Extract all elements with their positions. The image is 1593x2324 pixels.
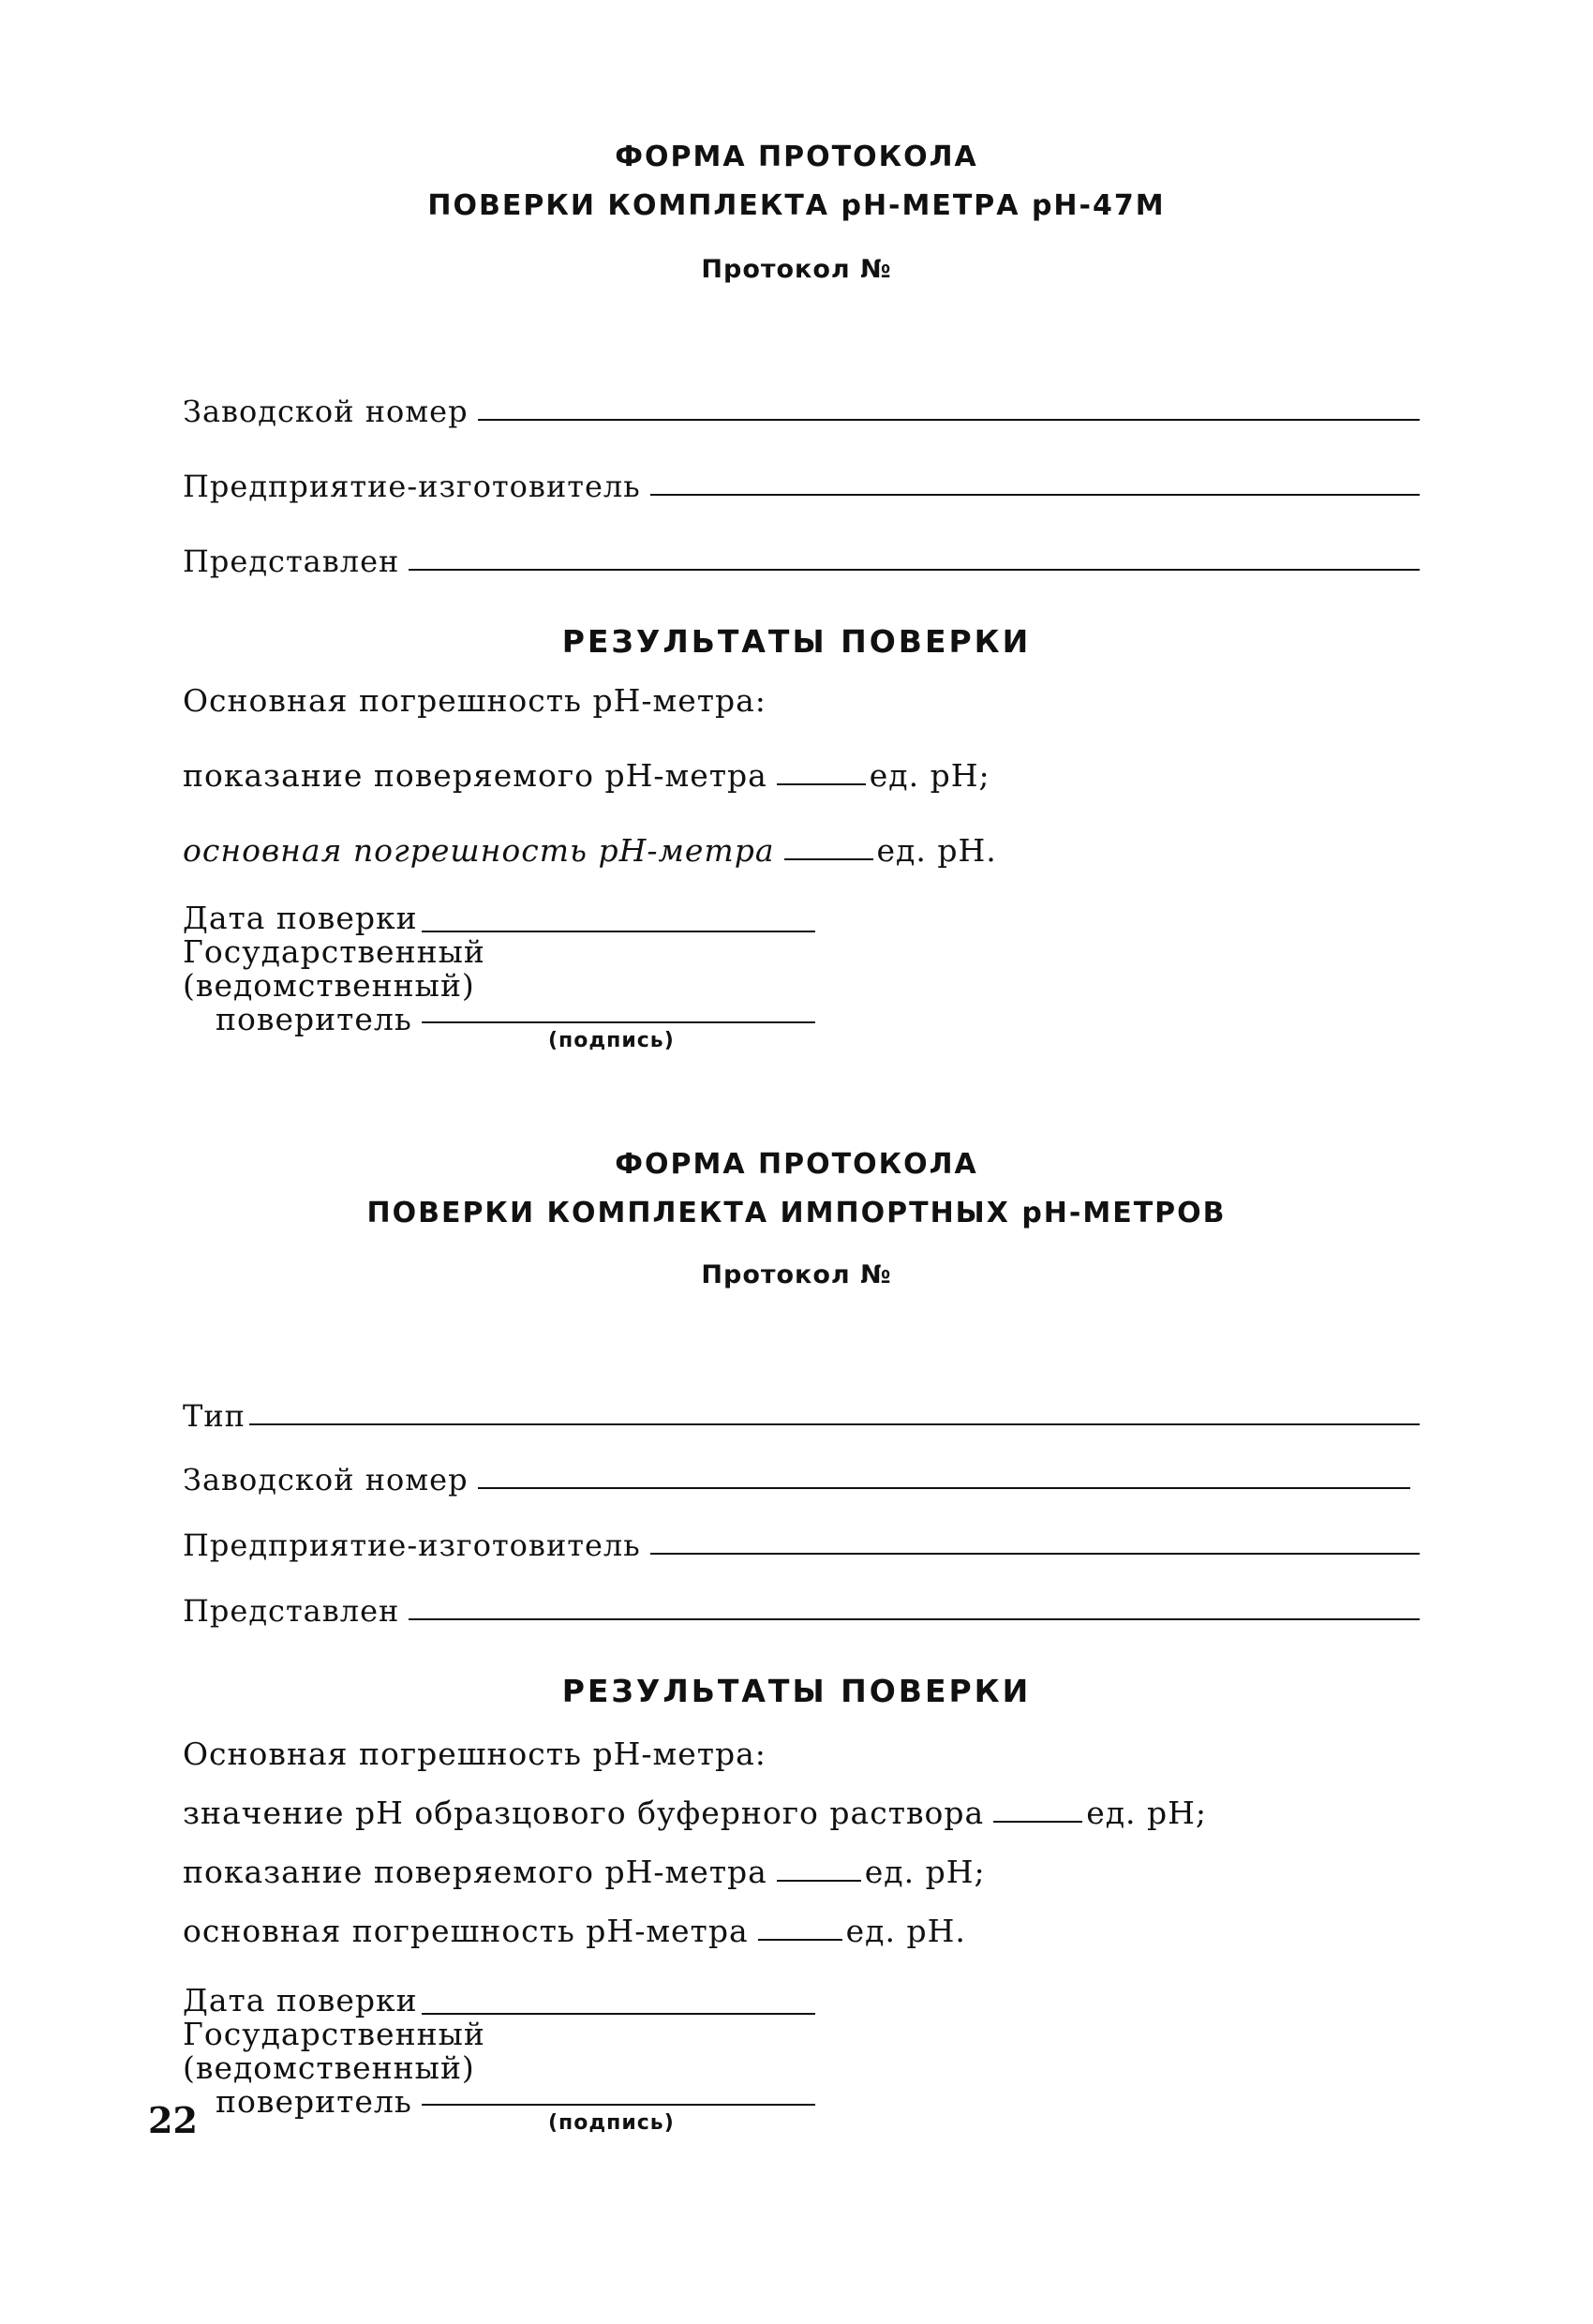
form1-manufacturer-label: Предприятие-изготовитель <box>183 469 641 504</box>
form2-serial-number-label: Заводской номер <box>183 1462 469 1497</box>
form1-reading-unit: ед. pH; <box>869 757 990 794</box>
form2-signature-line[interactable] <box>422 2104 815 2106</box>
form1-verifier-line3: поверитель <box>216 1001 412 1037</box>
form2-protocol-number: Протокол № <box>701 1260 892 1289</box>
form2-reading-unit: ед. pH; <box>864 1854 986 1890</box>
form2-date-label: Дата поверки <box>183 1982 418 2019</box>
form2-buffer-blank[interactable] <box>993 1821 1082 1823</box>
form2-presented-by-field[interactable] <box>183 1588 1420 1630</box>
form2-error-row <box>183 1913 966 1950</box>
form1-serial-number-line <box>478 419 1420 421</box>
form1-serial-number-field[interactable] <box>183 389 1420 430</box>
form1-basic-error-heading: Основная погрешность pH-метра: <box>183 682 767 719</box>
form2-title-line2: ПОВЕРКИ КОМПЛЕКТА ИМПОРТНЫХ pH-МЕТРОВ <box>366 1197 1227 1229</box>
form1-error-unit: ед. pH. <box>876 832 997 869</box>
form1-manufacturer-line <box>650 494 1420 496</box>
form1-signature-line[interactable] <box>422 1021 815 1023</box>
form2-results-title: РЕЗУЛЬТАТЫ ПОВЕРКИ <box>561 1673 1032 1709</box>
form1-verifier-line1: Государственный <box>183 933 485 970</box>
form1-reading-blank[interactable] <box>777 783 866 785</box>
form1-date-label: Дата поверки <box>183 900 418 936</box>
form1-presented-by-line <box>409 569 1420 571</box>
form2-verifier-line1: Государственный <box>183 2016 485 2052</box>
form1-serial-number-label: Заводской номер <box>183 394 469 429</box>
form2-error-label: основная погрешность pH-метра <box>183 1913 749 1949</box>
form1-protocol-number: Протокол № <box>701 255 892 284</box>
form2-type-line <box>249 1423 1420 1425</box>
form2-presented-by-line <box>409 1618 1420 1620</box>
form2-manufacturer-line <box>650 1553 1420 1555</box>
form2-reading-label: показание поверяемого pH-метра <box>183 1854 767 1890</box>
form1-error-label: основная погрешность pH-метра <box>183 832 775 869</box>
form1-title-line2: ПОВЕРКИ КОМПЛЕКТА pH-МЕТРА pH-47M <box>427 189 1166 222</box>
form1-manufacturer-field[interactable] <box>183 464 1420 505</box>
form2-basic-error-heading: Основная погрешность pH-метра: <box>183 1736 767 1772</box>
form2-reading-row <box>183 1854 986 1891</box>
form1-presented-by-field[interactable] <box>183 539 1420 580</box>
form2-type-field[interactable] <box>183 1393 1420 1435</box>
form2-manufacturer-field[interactable] <box>183 1523 1420 1564</box>
form2-serial-number-field[interactable] <box>183 1457 1410 1498</box>
form1-title-line1: ФОРМА ПРОТОКОЛА <box>615 141 978 173</box>
form2-title-line1: ФОРМА ПРОТОКОЛА <box>615 1148 978 1181</box>
page-number: 22 <box>148 2099 198 2141</box>
form2-error-blank[interactable] <box>758 1939 842 1941</box>
form2-date-line[interactable] <box>422 2013 815 2015</box>
form1-error-blank[interactable] <box>784 858 873 860</box>
form1-error-row <box>183 832 997 870</box>
form2-manufacturer-label: Предприятие-изготовитель <box>183 1527 641 1563</box>
form2-buffer-unit: ед. pH; <box>1086 1795 1208 1831</box>
form1-results-title: РЕЗУЛЬТАТЫ ПОВЕРКИ <box>561 623 1032 660</box>
form2-reading-blank[interactable] <box>777 1880 861 1882</box>
form1-presented-by-label: Представлен <box>183 544 400 579</box>
form2-buffer-row <box>183 1795 1207 1832</box>
form1-reading-row <box>183 757 990 795</box>
form1-verifier-line2: (ведомственный) <box>183 967 475 1004</box>
form2-signature-caption: (подпись) <box>548 2111 675 2135</box>
form2-error-unit: ед. pH. <box>845 1913 966 1949</box>
form2-type-label: Тип <box>183 1398 246 1434</box>
form2-serial-number-line <box>478 1487 1410 1489</box>
form2-buffer-label: значение pH образцового буферного раствора <box>183 1795 985 1831</box>
form2-verifier-line2: (ведомственный) <box>183 2049 475 2086</box>
form1-reading-label: показание поверяемого pH-метра <box>183 757 767 794</box>
form1-date-line[interactable] <box>422 931 815 932</box>
form2-verifier-line3: поверитель <box>216 2083 412 2120</box>
form2-presented-by-label: Представлен <box>183 1593 400 1629</box>
form1-signature-caption: (подпись) <box>548 1029 675 1052</box>
